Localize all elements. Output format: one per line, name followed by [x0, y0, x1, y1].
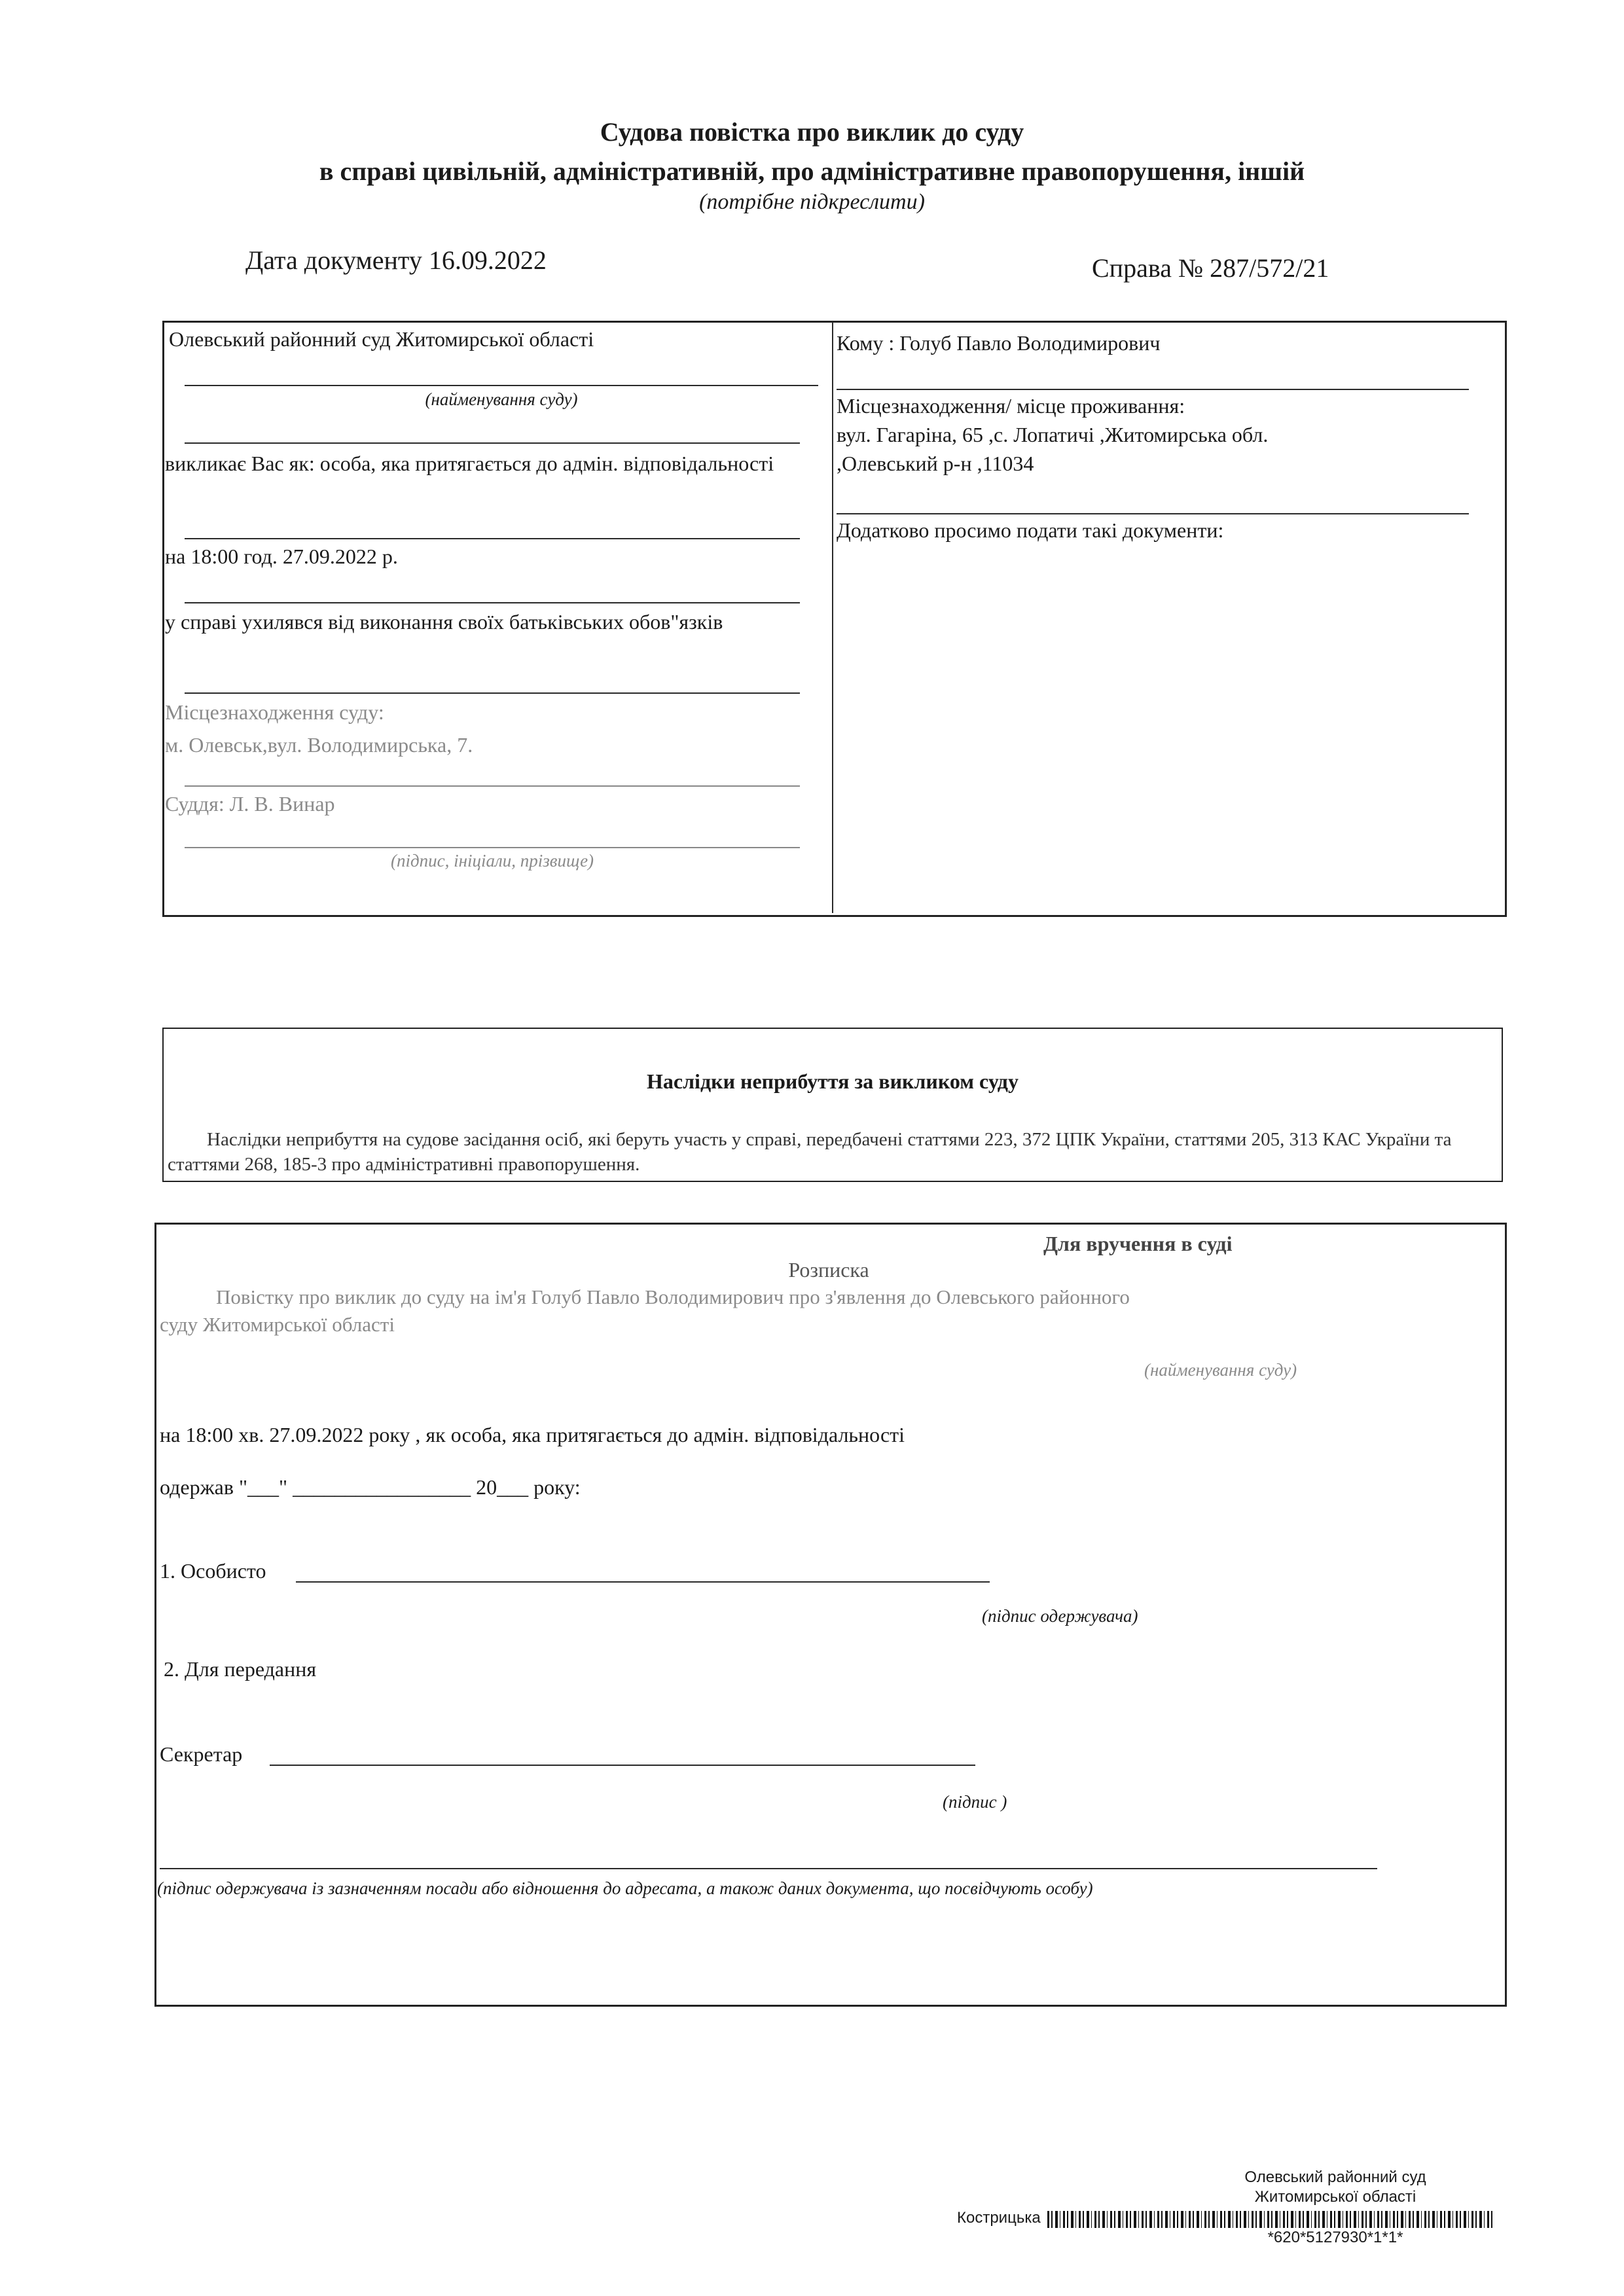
- document-title: Судова повістка про виклик до суду: [600, 117, 1024, 147]
- address-line-2: ,Олевський р-н ,11034: [837, 452, 1034, 475]
- extra-documents: Додатково просимо подати такі документи:: [837, 518, 1224, 542]
- court-location-value: м. Олевськ,вул. Володимирська, 7.: [165, 733, 473, 757]
- separator-line: [185, 442, 800, 444]
- received-date: одержав "___" _________________ 20___ року:: [160, 1475, 581, 1499]
- hearing-time: на 18:00 год. 27.09.2022 р.: [165, 545, 398, 568]
- case-matter: у справі ухилявся від виконання своїх батьківських обов"язків: [165, 610, 723, 634]
- receipt-text-line-2: суду Житомирської області: [160, 1313, 395, 1336]
- receipt-title: Розписка: [788, 1258, 869, 1282]
- separator-line: [185, 692, 800, 694]
- court-name-line: [185, 385, 818, 386]
- address-line-1: вул. Гагаріна, 65 ,с. Лопатичі ,Житомирська обл.: [837, 423, 1269, 446]
- case-number: [1092, 255, 1329, 281]
- receipt-text-line-1: Повістку про виклик до суду на ім'я Голуб Павло Володимирович про з'явлення до Олевського районного: [216, 1285, 1130, 1308]
- secretary-signature-line: [270, 1765, 975, 1766]
- table-divider: [832, 322, 833, 913]
- consequences-title: Наслідки неприбуття за викликом суду: [647, 1069, 1019, 1093]
- date-value: 16.09.2022: [428, 245, 547, 275]
- address-label: Місцезнаходження/ місце проживання:: [837, 394, 1185, 418]
- consequences-text: Наслідки неприбуття на судове засідання осіб, які беруть участь у справі, передбачені статтями 223, 372 ЦПК України, статтями 205, 313 КАС України та статтями 268, 185-3 про адміністративні правопорушення.: [168, 1129, 1452, 1175]
- receipt-hearing-time: на 18:00 хв. 27.09.2022 року , як особа, яка притягається до адмін. відповідальності: [160, 1423, 905, 1446]
- judge-sign-caption: (підпис, ініціали, прізвище): [390, 851, 594, 870]
- recipient-sign-caption: (підпис одержувача): [982, 1606, 1138, 1626]
- secretary-label: Секретар: [160, 1742, 243, 1766]
- bottom-caption: (підпис одержувача із зазначенням посади або відношення до адресата, а також даних документа, що посвідчують особу): [157, 1878, 1093, 1898]
- clerk-name: Кострицька: [957, 2209, 1041, 2227]
- separator-line: [837, 513, 1469, 514]
- bottom-signature-line: [160, 1868, 1377, 1869]
- personal-signature-line: [296, 1581, 990, 1583]
- document-date: [245, 247, 547, 274]
- document-subtitle: в справі цивільній, адміністративній, про адміністративне правопорушення, іншій: [319, 156, 1305, 186]
- secretary-sign-caption: (підпис ): [943, 1792, 1007, 1812]
- transfer-label: 2. Для передання: [164, 1657, 317, 1681]
- recipient-name: Кому : Голуб Павло Володимирович: [837, 331, 1161, 355]
- court-location-label: Місцезнаходження суду:: [165, 700, 384, 724]
- recipient-line: [837, 389, 1469, 390]
- barcode-text: *620*5127930*1*1*: [1267, 2229, 1403, 2246]
- receipt-court-caption: (найменування суду): [1144, 1360, 1297, 1380]
- case-label: Справа №: [1092, 253, 1204, 283]
- separator-line: [185, 602, 800, 603]
- signature-line: [185, 847, 800, 848]
- barcode-icon: [1047, 2211, 1492, 2228]
- personal-delivery-label: 1. Особисто: [160, 1559, 266, 1583]
- case-value: 287/572/21: [1210, 253, 1329, 283]
- footer-court-line-2: Житомирської області: [1254, 2188, 1416, 2206]
- delivery-note: Для вручення в суді: [1043, 1232, 1233, 1255]
- underline-note: (потрібне підкреслити): [699, 190, 925, 214]
- judge-name: Суддя: Л. В. Винар: [165, 792, 335, 816]
- court-caption: (найменування суду): [425, 389, 578, 409]
- separator-line: [185, 538, 800, 539]
- summons-as: викликає Вас як: особа, яка притягається до адмін. відповідальності: [165, 452, 774, 475]
- date-label: Дата документу: [245, 245, 422, 275]
- separator-line: [185, 785, 800, 787]
- court-name: Олевський районний суд Житомирської області: [169, 327, 594, 351]
- footer-court-line-1: Олевський районний суд: [1244, 2168, 1426, 2186]
